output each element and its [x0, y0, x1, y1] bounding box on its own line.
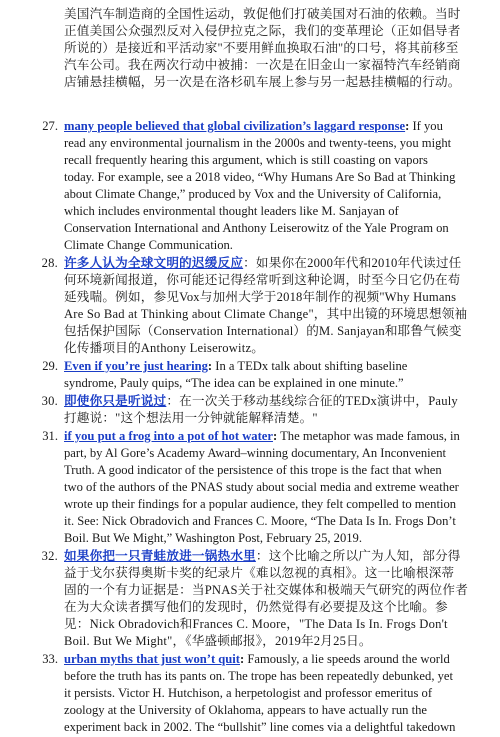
endnote-33	[42, 651, 484, 736]
text-line: syndrome, Pauly quips, “The idea can be explained in one minute.”	[64, 376, 404, 390]
endnote-27	[42, 118, 484, 254]
endnote-31	[42, 428, 484, 547]
endnote-number: 31.	[42, 429, 58, 443]
text-line: today. For example, see a 2018 video, “Why Humans Are So Bad at Thinking	[64, 170, 456, 184]
text-line: 打趣说："这个想法用一分钟就能解释清楚。"	[64, 411, 318, 425]
text-line: experiment back in 2002. The “bullshit” line comes via a delightful takedown	[64, 720, 456, 734]
endnote-32	[41, 548, 484, 650]
endnotes-list	[41, 118, 484, 737]
text-line: it. See: Nick Obradovich and Frances C. Moore, “The Data Is In. Frogs Don’t	[64, 514, 456, 528]
endnote-text: ：在一次关于移动基线综合征的TEDx演讲中，Pauly	[166, 394, 458, 408]
text-line: 店铺悬挂横幅，另一次是在洛杉矶车展上参与另一起悬挂横幅的行动。	[64, 75, 461, 89]
endnote-link[interactable]: if you put a frog into a pot of hot water	[64, 429, 273, 443]
endnote-number: 29.	[42, 359, 58, 373]
text-line: 见：Nick Obradovich和Frances C. Moore，"The Data Is In. Frogs Don't	[64, 617, 448, 631]
colon: :	[207, 359, 213, 373]
text-line: Boil. But We Might,” Washington Post, February 25, 2019.	[64, 531, 363, 545]
endnote-link[interactable]: Even if you’re just hearing	[64, 359, 208, 373]
endnote-link[interactable]: 即使你只是听说过	[64, 394, 167, 408]
endnote-text: ：如果你在2000年代和2010年代读过任	[243, 256, 462, 270]
text-line: Boil. But We Might"，《华盛顿邮报》，2019年2月25日。	[64, 634, 372, 648]
text-line: 所说的）是接近和平活动家"不要用鲜血换取石油"的口号，将其前移至	[64, 41, 459, 55]
endnote-number: 33.	[42, 652, 58, 666]
text-line: 美国汽车制造商的全国性运动，敦促他们打破美国对石油的依赖。当时	[64, 7, 461, 21]
text-line: Truth. A good indicator of the persistence of this trope is the fact that when	[64, 463, 442, 477]
endnote-number: 32.	[41, 549, 58, 563]
text-line: zoology at the University of Oklahoma, appears to have actually run the	[64, 703, 428, 717]
text-line: 正值美国公众强烈反对入侵伊拉克之际，我们的变革理论（正如倡导者	[64, 24, 461, 38]
text-line: it persists. Victor H. Hutchison, a herpetologist and professor emeritus of	[64, 686, 433, 700]
text-line: 何环境新闻报道，你可能还记得经常听到这种论调，时至今日它仍在苟	[64, 273, 461, 287]
endnote-number: 27.	[42, 119, 58, 133]
text-line: which includes environmental thought leaders like M. Sanjayan of	[64, 204, 399, 218]
colon: :	[405, 119, 410, 133]
text-line: 益于戈尔获得奥斯卡奖的纪录片《难以忽视的真相》。这一比喻根深蒂	[64, 566, 455, 580]
text-line: Climate Change Communication.	[64, 238, 233, 252]
endnote-number: 28.	[41, 256, 58, 270]
text-line: 汽车公司。我在两次行动中被捕：一次是在旧金山一家福特汽车经销商	[64, 58, 461, 72]
colon: :	[272, 429, 278, 443]
text-line: Conservation International and Anthony Leiserowitz of the Yale Program on	[64, 221, 449, 235]
text-line: before the truth has its pants on. The trope has been repeatedly debunked, yet	[64, 669, 453, 683]
colon: :	[240, 652, 245, 666]
endnote-text: ：这个比喻之所以广为人知，部分得	[255, 549, 461, 563]
text-line: about Climate Change,” produced by Vox and the University of California,	[64, 187, 442, 201]
endnote-text: Famously, a lie speeds around the world	[244, 652, 450, 666]
text-line: 固的一个有力证据是：当PNAS关于社交媒体和极端天气研究的两位作者	[64, 583, 469, 597]
endnote-text: In a TEDx talk about shifting baseline	[212, 359, 408, 373]
text-line: recall frequently hearing this argument, which is still coasting on vapors	[64, 153, 428, 167]
intro-paragraph	[64, 6, 480, 91]
text-line: 化传播项目的Anthony Leiserowitz。	[64, 341, 265, 355]
text-line: 包括保护国际（Conservation International）的M. Sanjayan和耶鲁气候变	[64, 324, 462, 338]
text-line: Are So Bad at Thinking about Climate Change"，其中出镜的环境思想领袖	[64, 307, 468, 321]
endnote-text: If you	[409, 119, 443, 133]
endnote-link[interactable]: urban myths that just won’t quit	[64, 652, 240, 666]
text-line: 在为大众读者撰写他们的发现时，仍然觉得有必要提及这个比喻。参	[64, 600, 448, 614]
endnote-29	[42, 358, 484, 392]
text-line: two of the authors of the PNAS study about social media and extreme weather	[64, 480, 459, 494]
endnote-link[interactable]: many people believed that global civilization’s laggard response	[64, 119, 406, 133]
endnote-28	[41, 255, 484, 357]
text-line: read any environmental journalism in the 2000s and twenty-teens, you might	[64, 136, 452, 150]
endnote-30	[41, 393, 484, 427]
endnote-text: The metaphor was made famous, in	[277, 429, 460, 443]
text-line: part, by Al Gore’s Academy Award–winning documentary, An Inconvenient	[64, 446, 447, 460]
text-line: 延残喘。例如，参见Vox与加州大学于2018年制作的视频"Why Humans	[64, 290, 457, 304]
endnote-link[interactable]: 如果你把一只青蛙放进一锅热水里	[64, 549, 256, 563]
text-line: wrote up their findings for a popular audience, they felt compelled to mention	[64, 497, 457, 511]
endnote-number: 30.	[41, 394, 58, 408]
endnote-link[interactable]: 许多人认为全球文明的迟缓反应	[64, 256, 244, 270]
